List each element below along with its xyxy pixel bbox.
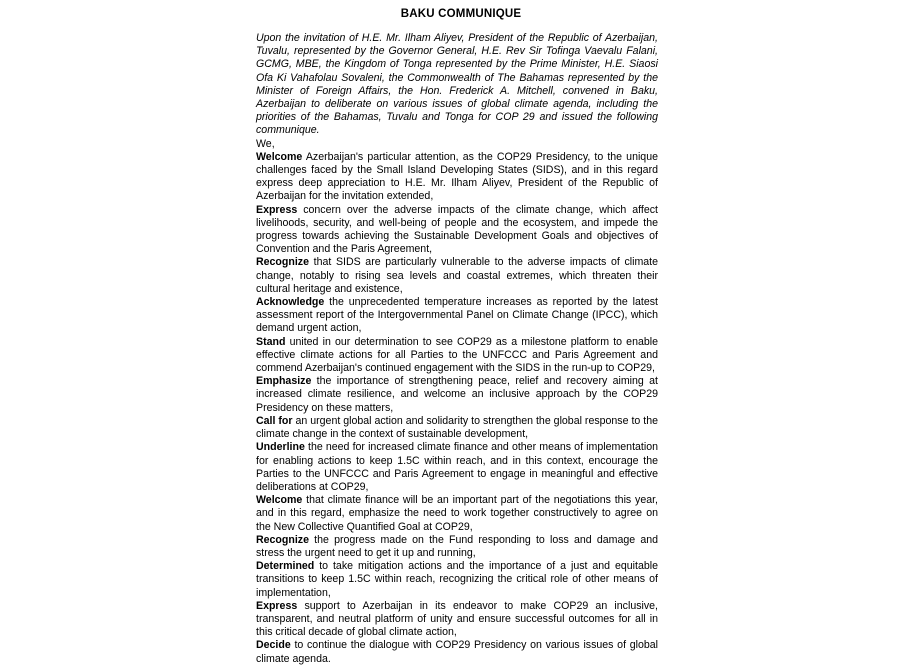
clause-text: the importance of strengthening peace, relief and recovery aiming at increased climate resilience, and welcome an inclusive approach by the COP29 Presidency on these matters, (256, 375, 658, 414)
clause-lead-word: Welcome (256, 150, 303, 163)
clause-paragraph (256, 151, 658, 204)
document-body (256, 32, 658, 666)
clause-paragraph (256, 494, 658, 534)
clause-lead-word: Decide (256, 639, 291, 652)
clause-lead-word: Call for (256, 414, 293, 427)
clause-lead-word: Recognize (256, 256, 309, 269)
clause-lead-word: Express (256, 203, 298, 216)
clause-paragraph (256, 204, 658, 257)
clause-lead-word: Emphasize (256, 375, 312, 388)
clause-text: the unprecedented temperature increases as reported by the latest assessment report of the Intergovernmental Panel on Climate Change (IPCC), which demand urgent action, (256, 296, 658, 335)
clause-text: that climate finance will be an important part of the negotiations this year, and in this regard, emphasize the need to work together constructively to agree on the New Collective Quantified Goal at COP29, (256, 494, 658, 533)
clause-text: support to Azerbaijan in its endeavor to make COP29 an inclusive, transparent, and neutral platform of unity and ensure successful outcomes for all in this critical decade of global climate action, (256, 599, 658, 639)
clause-text: Azerbaijan's particular attention, as the COP29 Presidency, to the unique challenges faced by the Small Island Developing States (SIDS), and in this regard express deep appreciation to H.E. Mr. Ilham Aliyev, President of the Republic of Azerbaijan for the invitation extended, (256, 150, 658, 203)
clause-lead-word: Express (256, 599, 298, 612)
clause-paragraph (256, 639, 658, 665)
clause-paragraph (256, 534, 658, 560)
clause-paragraph (256, 415, 658, 441)
clause-text: concern over the adverse impacts of the climate change, which affect livelihoods, security, and well-being of people and the ecosystem, and impede the progress towards achieving the Sustainable Development Goals and objectives of Convention and the Paris Agreement, (256, 203, 658, 256)
clause-paragraph (256, 375, 658, 415)
preamble-paragraph: Upon the invitation of H.E. Mr. Ilham Aliyev, President of the Republic of Azerbaijan, Tuvalu, represented by the Governor General, H.E. Rev Sir Tofinga Vaevalu Falani, GCMG, MBE, the Kingdom of Tonga represented by the Prime Minister, H.E. Siaosi Ofa Ki Vahafolau Sovaleni, the Commonwealth of The Bahamas represented by the Minister of Foreign Affairs, the Hon. Frederick A. Mitchell, convened in Baku, Azerbaijan to deliberate on various issues of global climate agenda, including the priorities of the Bahamas, Tuvalu and Tonga for COP 29 and issued the following communique. (256, 32, 658, 137)
clause-paragraph (256, 256, 658, 296)
clause-paragraph (256, 441, 658, 494)
clause-paragraph (256, 600, 658, 640)
clause-text: to take mitigation actions and the importance of a just and equitable transitions to keep 1.5C within reach, recognizing the critical role of other means of implementation, (256, 560, 658, 599)
clause-lead-word: Underline (256, 441, 305, 454)
clause-text: to continue the dialogue with COP29 Presidency on various issues of global climate agenda. (256, 639, 658, 665)
clause-paragraph (256, 336, 658, 376)
clause-text: the need for increased climate finance and other means of implementation for enabling actions to keep 1.5C within reach, and in this context, encourage the Parties to the UNFCCC and Paris Agreement to engage in meaningful and effective deliberations at COP29, (256, 441, 658, 493)
clause-paragraph (256, 296, 658, 336)
clause-text: united in our determination to see COP29 as a milestone platform to enable effective climate actions for all Parties to the UNFCCC and Paris Agreement and commend Azerbaijan's continued engagement with the SIDS in the run-up to COP29, (256, 335, 658, 375)
clause-lead-word: Recognize (256, 533, 309, 546)
we-line: We, (256, 137, 275, 150)
clause-lead-word: Acknowledge (256, 296, 325, 309)
page-title: BAKU COMMUNIQUE (400, 8, 522, 20)
clause-list (256, 151, 658, 666)
clause-text: an urgent global action and solidarity to strengthen the global response to the climate change in the context of sustainable development, (256, 414, 658, 441)
clause-text: the progress made on the Fund responding to loss and damage and stress the urgent need to get it up and running, (256, 533, 658, 559)
clause-lead-word: Welcome (256, 494, 303, 507)
clause-lead-word: Stand (256, 335, 286, 348)
clause-paragraph (256, 560, 658, 600)
clause-lead-word: Determined (256, 560, 315, 573)
clause-text: that SIDS are particularly vulnerable to the adverse impacts of climate change, notably to rising sea levels and coastal extremes, which threaten their cultural heritage and existence, (256, 256, 658, 295)
